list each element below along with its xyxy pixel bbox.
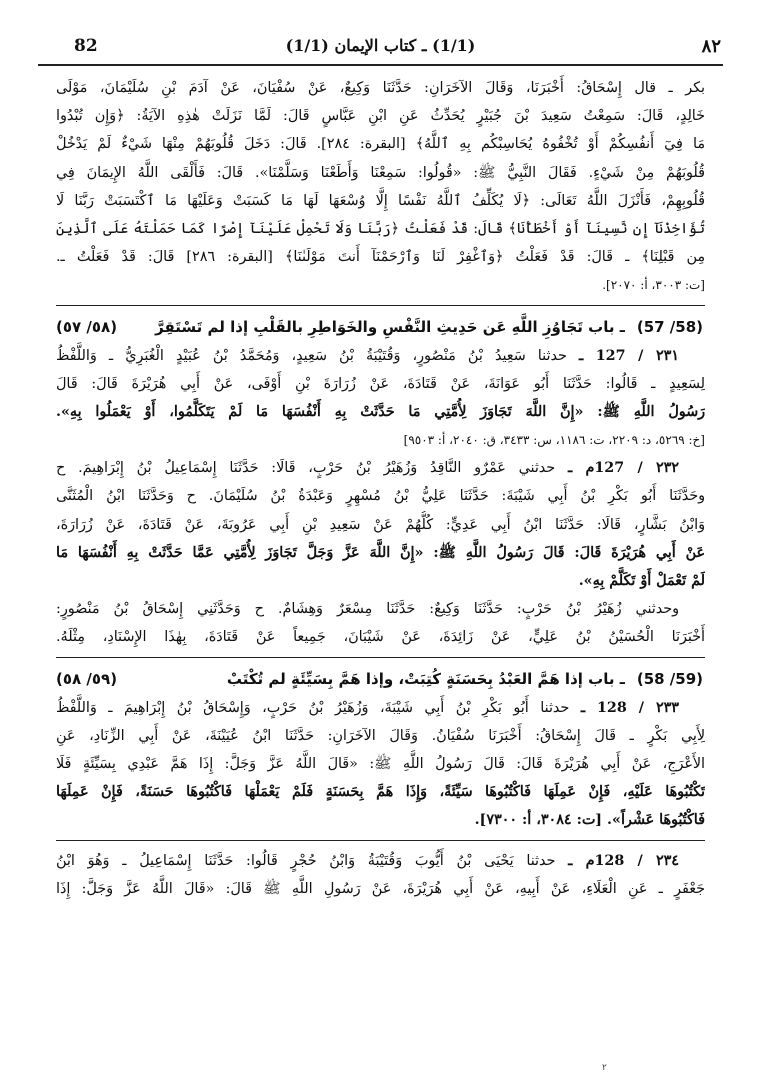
- text-line: مِن قَبْلِنَا﴾ ـ قَالَ: قَدْ فَعَلْتُ ﴿وَٱغْفِرْ لَنَا وَٱرْحَمْنَآ أَنتَ مَوْلَىٰنَا﴾ [البقرة: ٢٨٦] قَالَ: قَدْ فَعَلْتُ ـ.: [56, 249, 705, 266]
- hadith-line: جَعْفَرٍ ـ عَنِ الْعَلَاءِ، عَنْ أَبِيهِ، عَنْ أَبِي هُرَيْرَةَ، عَنْ رَسُولِ اللَّهِ ﷺ قَالَ: «قَالَ اللَّهُ عَزَّ وَجَلَّ: إِذَا: [56, 880, 705, 897]
- chapter-heading: [56, 664, 705, 694]
- chapter-ref: (59/ 58): [636, 669, 703, 688]
- page-header: [38, 30, 723, 66]
- page-body: [56, 74, 705, 903]
- hadith-line: أَخْبَرَنَا الْحُسَيْنُ بْنُ عَلِيٍّ، عَنْ زَائِدَةَ، عَنْ شَيْبَانَ، جَمِيعاً عَنْ قَتَادَةَ، بِهٰذَا الإِسْنَادِ، مِثْلَهُ.: [56, 629, 705, 646]
- hadith-number: ٢٣٣ / 128 ـ: [580, 699, 679, 716]
- text-line: قُلُوبَهُمْ مِنْ شَيْءٍ. فَقَالَ النَّبِيُّ ﷺ: «قُولُوا: سَمِعْنَا وَأَطَعْنَا وَسَلَّمْنَا». قَالَ: فَأَلْقَى اللَّهُ الإِيمَانَ فِي: [56, 164, 705, 181]
- chapter-ref-arabic: (٥٨/ ٥٧): [56, 317, 118, 336]
- hadith-line: وحَدَّثَنَا أَبُو بَكْرِ بْنُ أَبِي شَيْبَةَ: حَدَّثَنَا عَلِيُّ بْنُ مُسْهِرٍ وَعَبْدَةُ بْنُ سُلَيْمَانَ. ح وَحَدَّثَنَا ابْنُ الْمُثَنَّى: [56, 488, 705, 505]
- page-number-latin: 82: [74, 36, 98, 56]
- chapter-ref: (58/ 57): [636, 317, 703, 336]
- chapter-title: ـ باب تَجَاوُزِ اللَّهِ عَن حَدِيثِ النَّفْسِ والخَوَاطِرِ بالقَلْبِ إذا لم تَسْتَقِرَّ: [155, 317, 625, 336]
- hadith-line: فَاكْتُبُوهَا عَشْراً». [ت: ٣٠٨٤، أ: ٧٣٠٠].: [474, 812, 705, 829]
- hadith-line: وَابْنُ بَشَّارٍ، قَالَا: حَدَّثَنَا ابْنُ أَبِي عَدِيٍّ: كُلُّهُمْ عَنْ سَعِيدِ بْنِ أَبِي عَرُوبَةَ، عَنْ قَتَادَةَ، عَنْ زُرَارَةَ،: [56, 516, 705, 533]
- hadith-line: ٢٣٢ / 127م ـ حدثني عَمْرٌو النَّاقِدُ وَزُهَيْرُ بْنُ حَرْبٍ، قَالَا: حَدَّثَنَا إِسْمَاعِيلُ بْنُ إِبْرَاهِيمَ. ح: [56, 460, 679, 477]
- hadith-line: ٢٣٤ / 128م ـ حدثنا يَحْيَى بْنُ أَيُّوبَ وَقُتَيْبَةُ وَابْنُ حُجْرٍ قَالُوا: حَدَّثَنَا إِسْمَاعِيلُ ـ وَهُوَ ابْنُ: [56, 852, 679, 869]
- hadith-number: ٢٣١ / 127 ـ: [578, 347, 679, 364]
- divider: [56, 305, 705, 306]
- text-line: خَالِدٍ، قَالَ: سَمِعْتُ سَعِيدَ بْنَ جُبَيْرٍ يُحَدِّثُ عَنِ ابْنِ عَبَّاسٍ قَالَ: لَمَّا نَزَلَتْ هٰذِهِ الآيَةُ: ﴿وَإِن تُبْدُوا: [56, 108, 705, 125]
- hadith-line: ٢٣١ / 127 ـ حدثنا سَعِيدُ بْنُ مَنْصُورٍ، وَقُتَيْبَةُ بْنُ سَعِيدٍ، وَمُحَمَّدُ بْنُ عُبَيْدٍ الْغُبَرِيُّ ـ وَاللَّفْظُ: [56, 347, 679, 364]
- hadith-line: تَكْتُبُوهَا عَلَيْهِ، فَإِنْ عَمِلَهَا فَاكْتُبُوهَا سَيِّئَةً، وَإِذَا هَمَّ بِحَسَنَةٍ فَلَمْ يَعْمَلْهَا فَاكْتُبُوهَا حَسَنَةً، فَإِنْ عَمِلَهَا: [56, 784, 705, 801]
- page-number-arabic: ٨٢: [701, 36, 721, 57]
- hadith-line: عَنْ أَبِي هُرَيْرَةَ قَالَ: قَالَ رَسُولُ اللَّهِ ﷺ: «إِنَّ اللَّهَ عَزَّ وَجَلَّ تَجَاوَزَ لِأُمَّتِي عَمَّا حَدَّثَتْ بِهِ أَنْفُسَهَا مَا: [56, 544, 705, 561]
- running-title: (1/1) ـ كتاب الإيمان (1/1): [285, 36, 476, 55]
- takhrij-reference: [خ: ٥٢٦٩، د: ٢٢٠٩، ت: ١١٨٦، س: ٣٤٣٣، ق: ٢٠٤٠، أ: ٩٥٠٣]: [403, 433, 705, 448]
- text-line: تُؤَاخِذْنَآ إِن نَّسِينَآ أَوْ أَخْطَأْنَا﴾ قَالَ: قَدْ فَعَلْتُ ﴿رَبَّنَا وَلَا تَحْمِلْ عَلَيْنَآ إِصْرًا كَمَا حَمَلْتَهُ عَلَى ٱلَّذِينَ: [56, 220, 705, 237]
- hadith-line: الأَعْرَجِ، عَنْ أَبِي هُرَيْرَةَ قَالَ: قَالَ رَسُولُ اللَّهِ ﷺ: «قَالَ اللَّهُ عَزَّ وَجَلَّ: إِذَا هَمَّ عَبْدِي بِسَيِّئَةٍ فَلَا: [56, 755, 705, 772]
- divider: [56, 840, 705, 841]
- chapter-ref-arabic: (٥٩/ ٥٨): [56, 669, 118, 688]
- hadith-line: رَسُولُ اللَّهِ ﷺ: «إِنَّ اللَّهَ تَجَاوَزَ لِأُمَّتِي مَا حَدَّثَتْ بِهِ أَنْفُسَهَا مَا لَمْ يَتَكَلَّمُوا، أَوْ يَعْمَلُوا بِهِ».: [56, 403, 705, 420]
- divider: [56, 657, 705, 658]
- hadith-number: ٢٣٢ / 127م ـ: [568, 460, 679, 477]
- hadith-line: لِأَبِي بَكْرٍ ـ قَالَ إِسْحَاقُ: أَخْبَرَنَا سُفْيَانُ. وَقَالَ الآخَرَانِ: حَدَّثَنَا ابْنُ عُيَيْنَةَ، عَنْ أَبِي الزِّنَادِ، عَنِ: [56, 727, 705, 744]
- text-line: قُلُوبِهِمْ، فَأَنْزَلَ اللَّهُ تَعَالَى: ﴿لَا يُكَلِّفُ ٱللَّهُ نَفْسًا إِلَّا وُسْعَهَا لَهَا مَا كَسَبَتْ وَعَلَيْهَا مَا ٱكْتَسَبَتْ رَبَّنَا لَا: [56, 192, 705, 209]
- hadith-line: وحدثني زُهَيْرُ بْنُ حَرْبٍ: حَدَّثَنَا وَكِيعٌ: حَدَّثَنَا مِسْعَرٌ وَهِشَامٌ. ح وَحَدَّثَنِي إِسْحَاقُ بْنُ مَنْصُورٍ:: [56, 601, 679, 618]
- text-line: بكر ـ قال إِسْحَاقُ: أَخْبَرَنَا، وَقَالَ الآخَرَانِ: حَدَّثَنَا وَكِيعٌ، عَنْ سُفْيَانَ، عَنْ آدَمَ بْنِ سُلَيْمَانَ، مَوْلَى: [56, 80, 705, 96]
- footer-mark: ٢: [602, 1063, 607, 1073]
- hadith-line: لِسَعِيدٍ ـ قَالُوا: حَدَّثَنَا أَبُو عَوَانَةَ، عَنْ قَتَادَةَ، عَنْ زُرَارَةَ بْنِ أَوْفَى، عَنْ أَبِي هُرَيْرَةَ قَالَ: قَالَ: [56, 375, 705, 392]
- text-line: مَا فِيٓ أَنفُسِكُمْ أَوْ تُخْفُوهُ يُحَاسِبْكُم بِهِ ٱللَّهُ﴾ [البقرة: ٢٨٤]. قَالَ: دَخَلَ قُلُوبَهُمْ مِنْهَا شَيْءٌ لَمْ يَدْخُلْ: [56, 136, 705, 153]
- chapter-heading: [56, 312, 705, 342]
- hadith-line: لَمْ تَعْمَلْ أَوْ تَكَلَّمْ بِهِ».: [578, 573, 705, 589]
- hadith-number: ٢٣٤ / 128م ـ: [568, 852, 679, 869]
- takhrij-reference: [ت: ٣٠٠٣، أ: ٢٠٧٠].: [602, 278, 705, 293]
- chapter-title: ـ باب إذا هَمَّ العَبْدُ بِحَسَنَةٍ كُتِبَتْ، وإذا هَمَّ بِسَيِّئَةٍ لم تُكْتَبْ: [226, 669, 625, 688]
- hadith-line: ٢٣٣ / 128 ـ حدثنا أَبُو بَكْرِ بْنُ أَبِي شَيْبَةَ، وَزُهَيْرُ بْنُ حَرْبٍ، وَإِسْحَاقُ بْنُ إِبْرَاهِيمَ ـ وَاللَّفْظُ: [56, 699, 679, 716]
